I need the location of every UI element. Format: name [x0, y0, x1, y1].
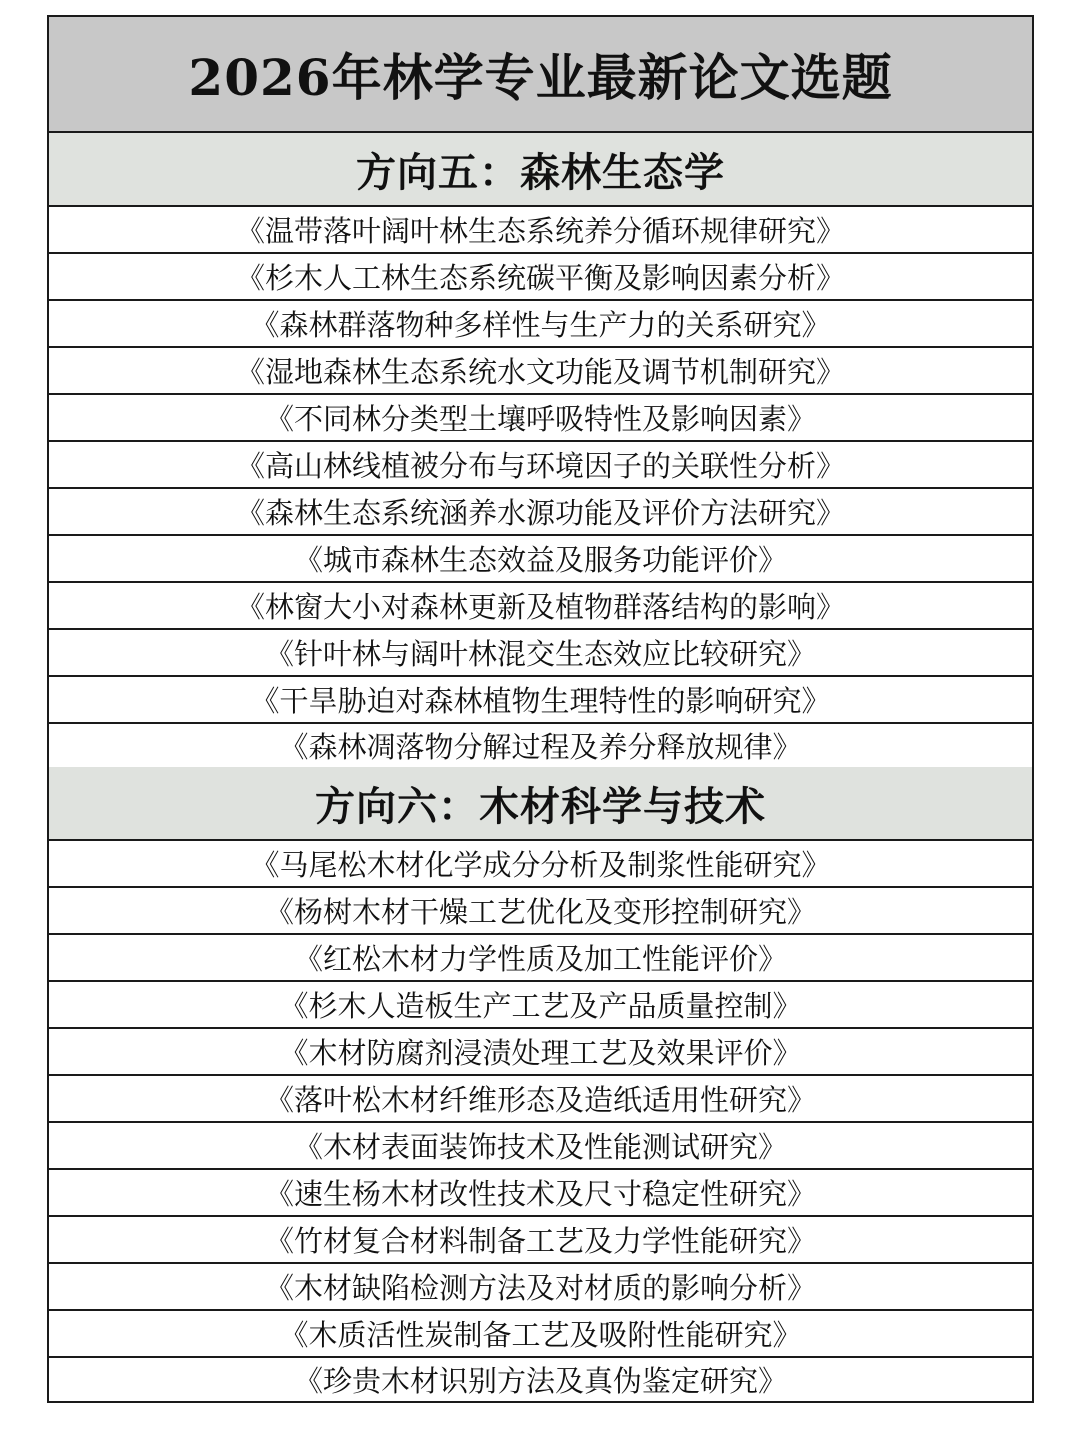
topic-row: 《木材防腐剂浸渍处理工艺及效果评价》: [49, 1029, 1032, 1076]
section-heading: 方向六：木材科学与技术: [49, 767, 1032, 841]
topic-row: 《马尾松木材化学成分分析及制浆性能研究》: [49, 841, 1032, 888]
section-wood-science: [49, 767, 1032, 1401]
topic-row: 《竹材复合材料制备工艺及力学性能研究》: [49, 1217, 1032, 1264]
topic-row: 《干旱胁迫对森林植物生理特性的影响研究》: [49, 677, 1032, 724]
topic-row: 《木材表面装饰技术及性能测试研究》: [49, 1123, 1032, 1170]
topic-row: 《温带落叶阔叶林生态系统养分循环规律研究》: [49, 207, 1032, 254]
topic-row: 《高山林线植被分布与环境因子的关联性分析》: [49, 442, 1032, 489]
topic-row: 《森林群落物种多样性与生产力的关系研究》: [49, 301, 1032, 348]
topic-row: 《杉木人工林生态系统碳平衡及影响因素分析》: [49, 254, 1032, 301]
topic-row: 《珍贵木材识别方法及真伪鉴定研究》: [293, 1364, 787, 1398]
topic-row: 《不同林分类型土壤呼吸特性及影响因素》: [49, 395, 1032, 442]
topic-row: 《落叶松木材纤维形态及造纸适用性研究》: [49, 1076, 1032, 1123]
topic-row: 《城市森林生态效益及服务功能评价》: [49, 536, 1032, 583]
topic-row: 《林窗大小对森林更新及植物群落结构的影响》: [49, 583, 1032, 630]
topic-row: 《红松木材力学性质及加工性能评价》: [49, 935, 1032, 982]
topic-row: 《针叶林与阔叶林混交生态效应比较研究》: [49, 630, 1032, 677]
topic-table: [47, 15, 1034, 1403]
topic-row: 《森林生态系统涵养水源功能及评价方法研究》: [49, 489, 1032, 536]
topic-row: 《木质活性炭制备工艺及吸附性能研究》: [49, 1311, 1032, 1358]
topic-row: 《杉木人造板生产工艺及产品质量控制》: [49, 982, 1032, 1029]
section-heading: 方向五：森林生态学: [49, 133, 1032, 207]
topic-row: 《木材缺陷检测方法及对材质的影响分析》: [49, 1264, 1032, 1311]
topic-row: 《杨树木材干燥工艺优化及变形控制研究》: [49, 888, 1032, 935]
topic-row: 《速生杨木材改性技术及尺寸稳定性研究》: [49, 1170, 1032, 1217]
topic-row: 《森林凋落物分解过程及养分释放规律》: [279, 730, 802, 764]
topic-row: 《湿地森林生态系统水文功能及调节机制研究》: [49, 348, 1032, 395]
page-title: 2026年林学专业最新论文选题: [49, 17, 1032, 133]
section-forest-ecology: [49, 133, 1032, 767]
